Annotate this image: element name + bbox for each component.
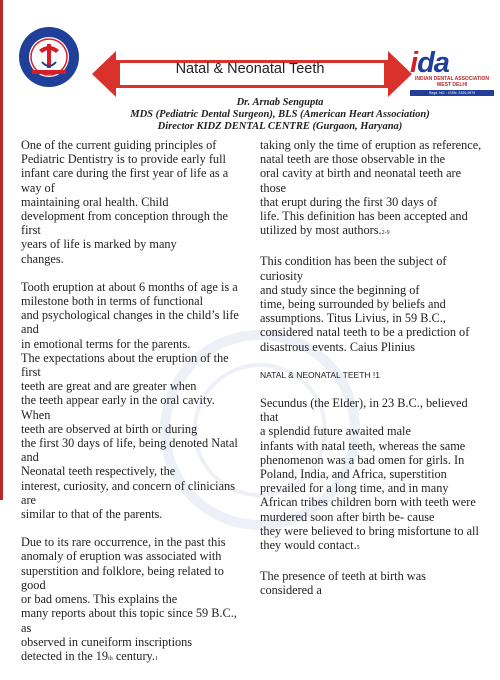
paragraph-line: superstition and folklore, being related to good [21,563,224,592]
paragraph-line: and psychological changes in the child’s life and [21,308,239,337]
paragraph-line: changes. [21,251,64,266]
paragraph: The presence of teeth at birth was considered a [260,569,426,598]
paragraph-line: maintaining oral health. Child [21,194,169,209]
paragraph-line: similar to that of the parents. [21,507,163,522]
paragraph [21,280,242,521]
paragraph-line: teeth are observed at birth or during [21,421,198,436]
paragraph-line: detected in the 19th century.1 [21,648,158,663]
paragraph [260,396,482,555]
paragraph-line: and study since the beginning of [260,282,420,297]
paragraph-line: they were believed to bring misfortune to all [260,523,479,538]
paragraph-line: or bad omens. This explains the [21,592,178,607]
paragraph-line: many reports about this topic since 59 B.C., as [21,606,237,635]
paragraph-line: time, being surrounded by beliefs and [260,297,446,312]
paragraph-line: prevailed for a long time, and in many [260,481,449,496]
paragraph-line: anomaly of eruption was associated with [21,549,222,564]
paragraph-line: the first 30 days of life, being denoted Natal and [21,436,238,465]
paragraph-line: teeth are great and are greater when [21,379,197,394]
author-name: Dr. Arnab Sengupta [236,97,324,108]
paragraph-line: the teeth appear early in the oral cavity. When [21,393,215,422]
section-heading: NATAL & NEONATAL TEETH !1 [260,369,380,380]
paragraph-line: taking only the time of eruption as reference, [260,138,482,152]
paragraph-line: assumptions. Titus Livius, in 59 B.C., [260,311,446,326]
paragraph-line: The expectations about the eruption of the first [21,350,229,380]
paragraph-line: considered natal teeth to be a prediction of [260,325,470,340]
paragraph [21,535,242,666]
paragraph [260,254,482,353]
paragraph-line: Neonatal teeth respectively, the [21,464,176,479]
paragraph-line: in emotional terms for the parents. [21,336,191,351]
paragraph-line: Pediatric Dentistry is to provide early full [21,152,226,167]
paragraph-line: disastrous events. Caius Plinius [260,339,416,354]
paragraph-line: interest, curiosity, and concern of clinicians are [21,478,235,507]
ida-subtitle: INDIAN DENTAL ASSOCIATION [415,76,489,82]
paragraph-line: they would contact.5 [260,538,360,553]
paragraph-line: Poland, India, and Africa, superstition [260,467,447,482]
article-title: Natal & Neonatal Teeth [175,61,325,77]
paragraph-line: African tribes children born with teeth were [260,495,476,510]
paragraph-line: observed in cuneiform inscriptions [21,634,193,649]
ida-logo [410,47,494,96]
right-column [260,138,482,612]
paragraph-line: utilized by most authors.2-9 [260,223,390,238]
paragraph-line: One of the current guiding principles of [21,138,217,152]
paragraph-line: milestone both in terms of functional [21,294,204,309]
author-byline [80,97,480,133]
ida-wordmark: ida [410,47,449,79]
paragraph-line: Due to its rare occurrence, in the past this [21,535,226,550]
ida-registration: Regd. NO. : ISSN: 2320-0979 [410,90,494,96]
paragraph-line: oral cavity at birth and neonatal teeth are those [260,166,462,195]
left-column [21,138,242,680]
paragraph-line: years of life is marked by many [21,237,177,252]
ida-branch: WEST DELHI [436,82,468,88]
paragraph-line: that erupt during the first 30 days of [260,194,438,209]
paragraph-line: life. This definition has been accepted and [260,209,468,224]
ida-west-delhi-branch-seal-icon [18,26,80,88]
paragraph [260,138,482,240]
paragraph-line: murdered soon after birth be- cause [260,509,435,524]
author-position: Director KIDZ DENTAL CENTRE (Gurgaon, Haryana) [157,121,403,132]
paragraph-line: Secundus (the Elder), in 23 B.C., believed that [260,396,468,425]
paragraph-line: This condition has been the subject of curiosity [260,254,447,283]
article-header [0,0,500,100]
paragraph-line: a splendid future awaited male [260,424,411,439]
paragraph-line: development from conception through the first [21,209,228,238]
paragraph [21,138,242,266]
author-qualifications: MDS (Pediatric Dental Surgeon), BLS (American Heart Association) [130,109,430,120]
paragraph-line: Tooth eruption at about 6 months of age is a [21,279,238,294]
paragraph-line: infant care during the first year of life as a way of [21,166,229,195]
paragraph-line: natal teeth are those observable in the [260,152,446,167]
paragraph-line: infants with natal teeth, whereas the same [260,438,466,453]
paragraph-line: phenomenon was a bad omen for girls. In [260,452,465,467]
